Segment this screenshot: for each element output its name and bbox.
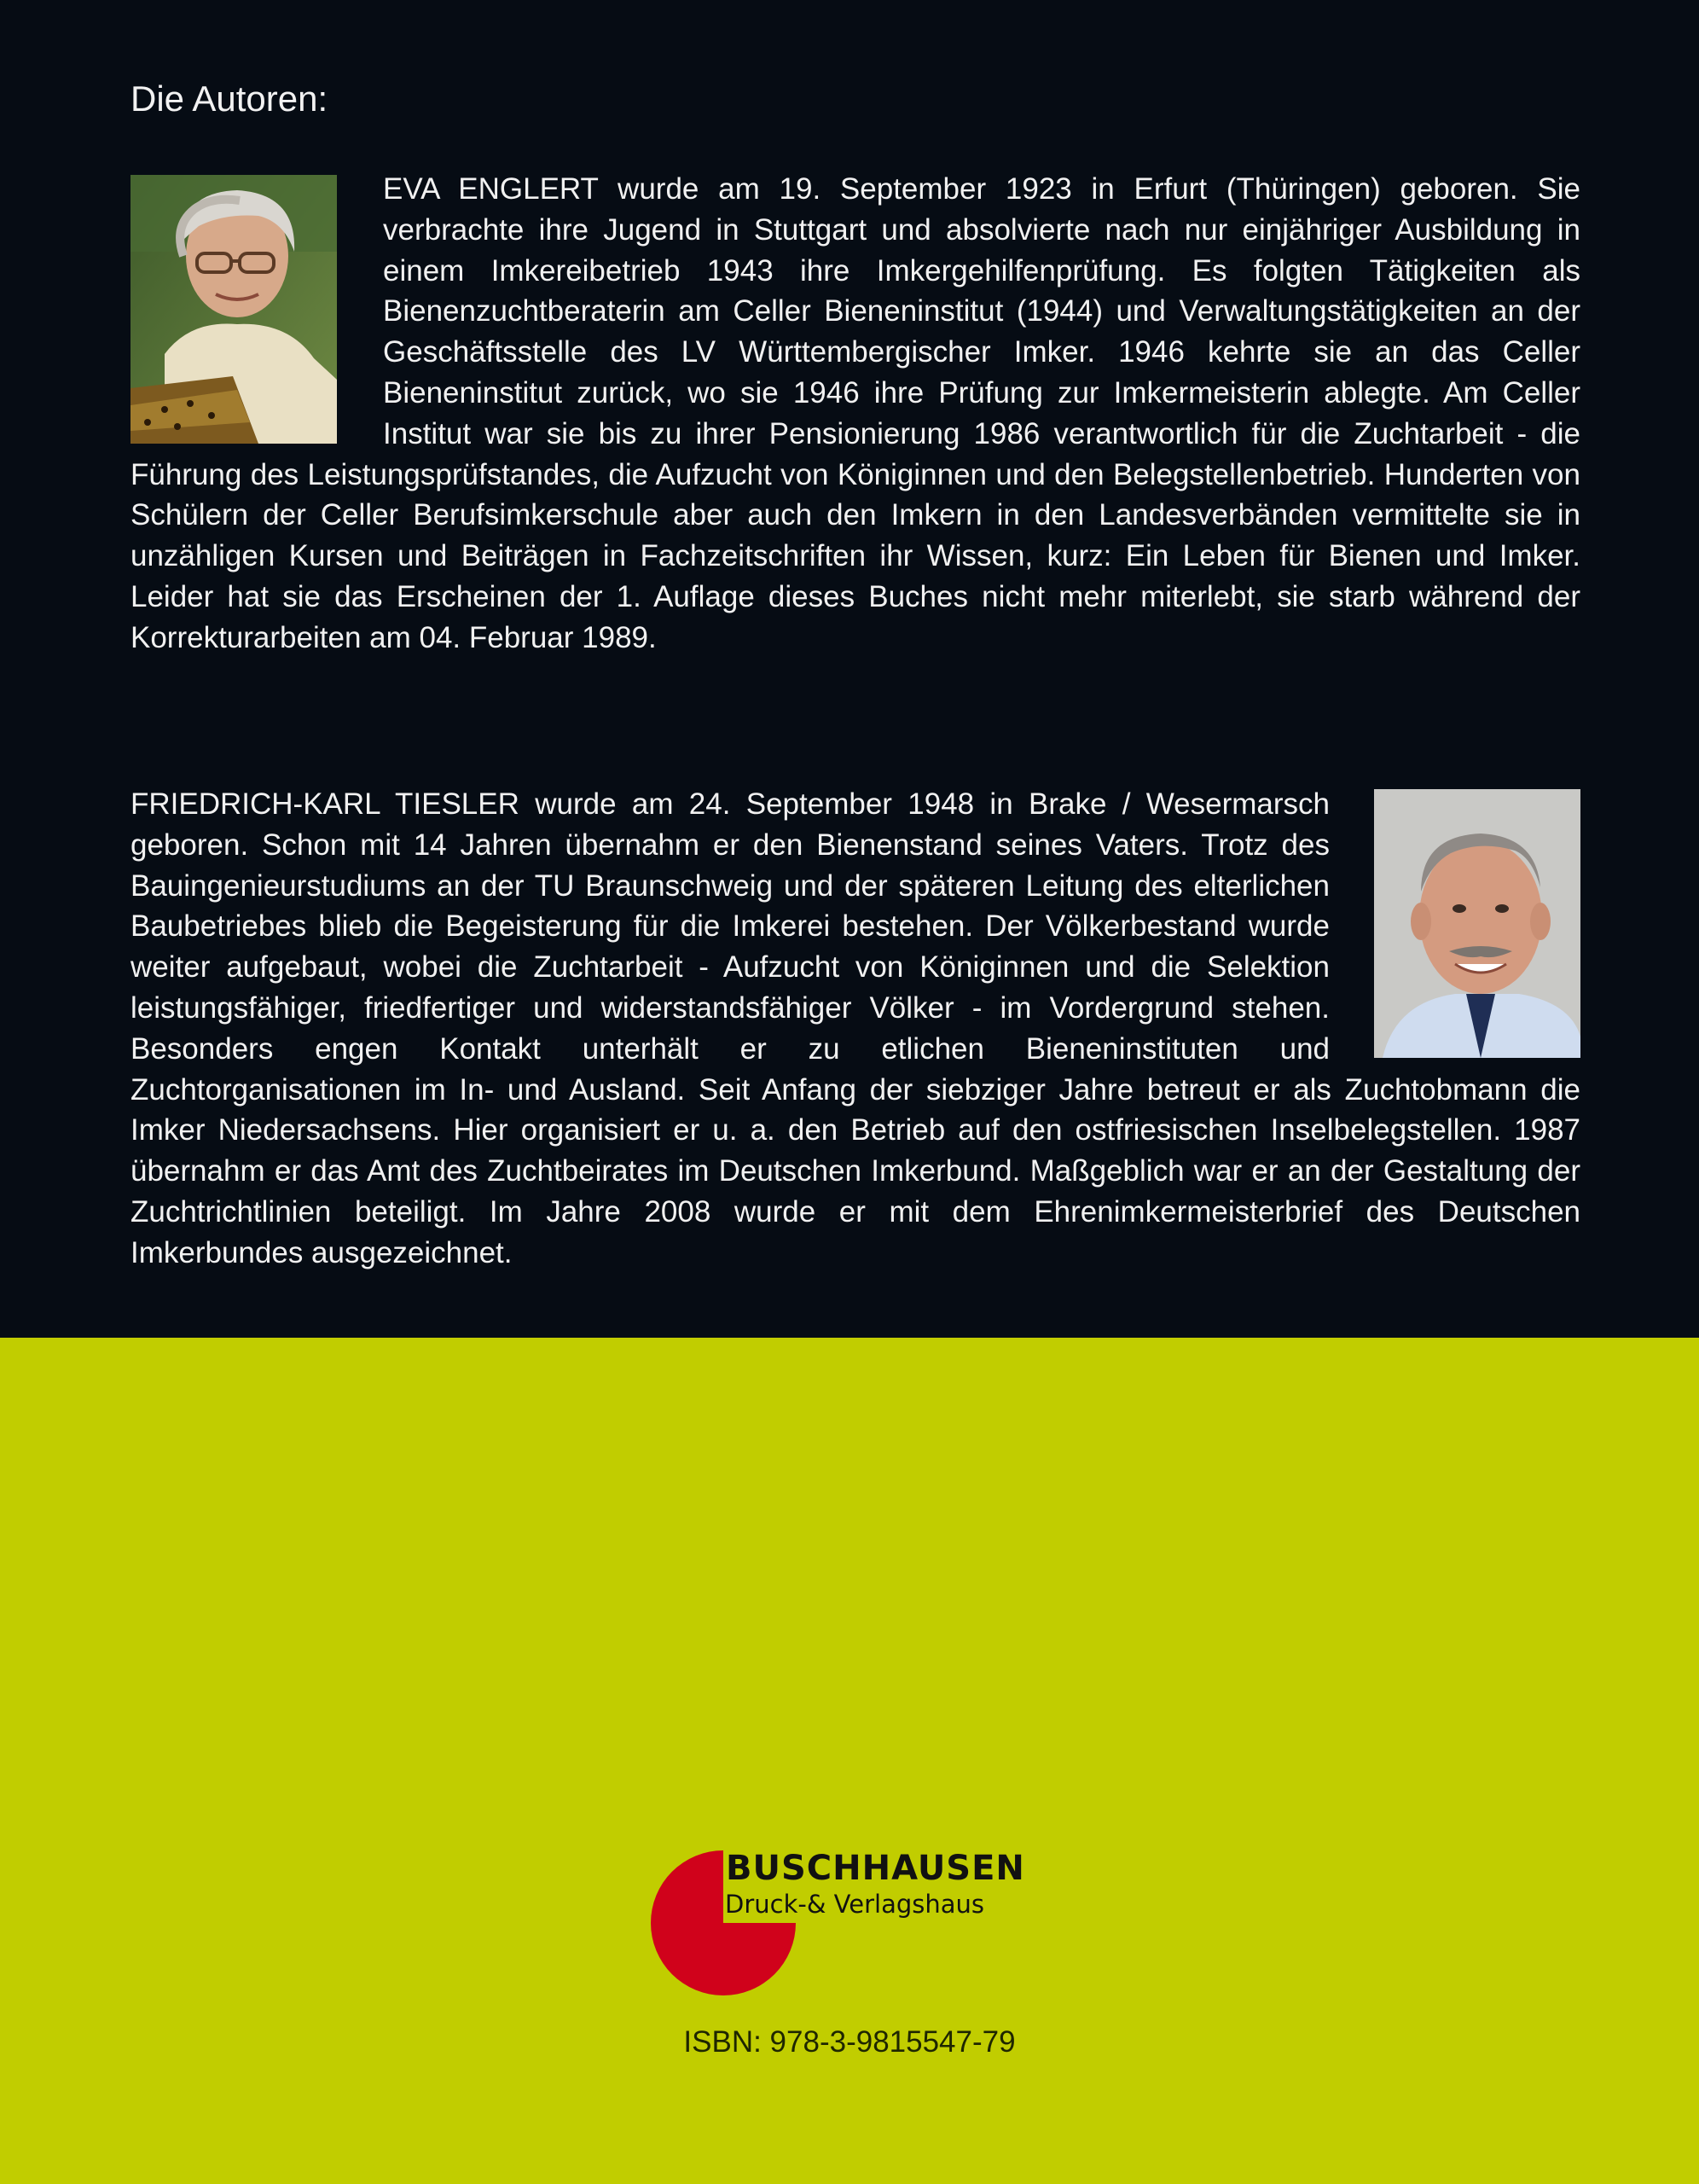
publisher-logo	[648, 1848, 1023, 1997]
section-heading: Die Autoren:	[130, 78, 328, 119]
author-photo-eva-englert	[130, 175, 337, 444]
author-photo-friedrich-karl-tiesler	[1374, 789, 1580, 1058]
publisher-subtitle: Druck-& Verlagshaus	[725, 1890, 985, 1919]
author-bio-friedrich-karl-tiesler	[130, 784, 1580, 1274]
publisher-name: BUSCHHAUSEN	[726, 1849, 1025, 1888]
isbn: ISBN: 978-3-9815547-79	[683, 2025, 1016, 2059]
author-bio-eva-englert	[130, 169, 1580, 659]
author-bio-text: FRIEDRICH-KARL TIESLER wurde am 24. September 1948 in Brake / Wesermarsch geboren. Schon mit 14 Jahren übernahm er den Bienenstand seines Vaters. Trotz des Bauingenieurstudiums an der TU Braunschweig und der späteren Leitung des elterlichen Baubetriebes blieb die Begeisterung für die Imkerei bestehen. Der Völkerbestand wurde weiter aufgebaut, wobei die Zuchtarbeit - Aufzucht von Königinnen und die Selektion leistungsfähiger, friedfertiger und widerstandsfähiger Völker - im Vordergrund stehen. Besonders engen Kontakt unterhält er zu etlichen Bieneninstituten und Zuchtorganisationen im In- und Ausland. Seit Anfang der siebziger Jahre betreut er als Zuchtobmann die Imker Niedersachsens. Hier organisiert er u. a. den Betrieb auf den ostfriesischen Inselbelegstellen. 1987 übernahm er das Amt des Zuchtbeirates im Deutschen Imkerbund. Maßgeblich war er an der Gestaltung der Zuchtrichtlinien beteiligt. Im Jahre 2008 wurde er mit dem Ehrenimkermeisterbrief des Deutschen Imkerbundes ausgezeichnet.	[130, 787, 1580, 1269]
author-bio-text: EVA ENGLERT wurde am 19. September 1923 in Erfurt (Thüringen) geboren. Sie verbrachte ihre Jugend in Stuttgart und absolvierte nach nur einjähriger Ausbildung in einem Imkereibetrieb 1943 ihre Imkergehilfenprüfung. Es folgten Tätigkeiten als Bienenzuchtberaterin am Celler Bieneninstitut (1944) und Verwaltungstätigkeiten an der Geschäftsstelle des LV Württembergischer Imker. 1946 kehrte sie an das Celler Bieneninstitut zurück, wo sie 1946 ihre Prüfung zur Imkermeisterin ablegte. Am Celler Institut war sie bis zu ihrer Pensionierung 1986 verantwortlich für die Zuchtarbeit - die Führung des Leistungsprüfstandes, die Aufzucht von Königinnen und den Belegstellenbetrieb. Hunderten von Schülern der Celler Berufsimkerschule aber auch den Imkern in den Landesverbänden vermittelte sie in unzähligen Kursen und Beiträgen in Fachzeitschriften ihr Wissen, kurz: Ein Leben für Bienen und Imker. Leider hat sie das Erscheinen der 1. Auflage dieses Buches nicht mehr miterlebt, sie starb während der Korrekturarbeiten am 04. Februar 1989.	[130, 172, 1580, 654]
